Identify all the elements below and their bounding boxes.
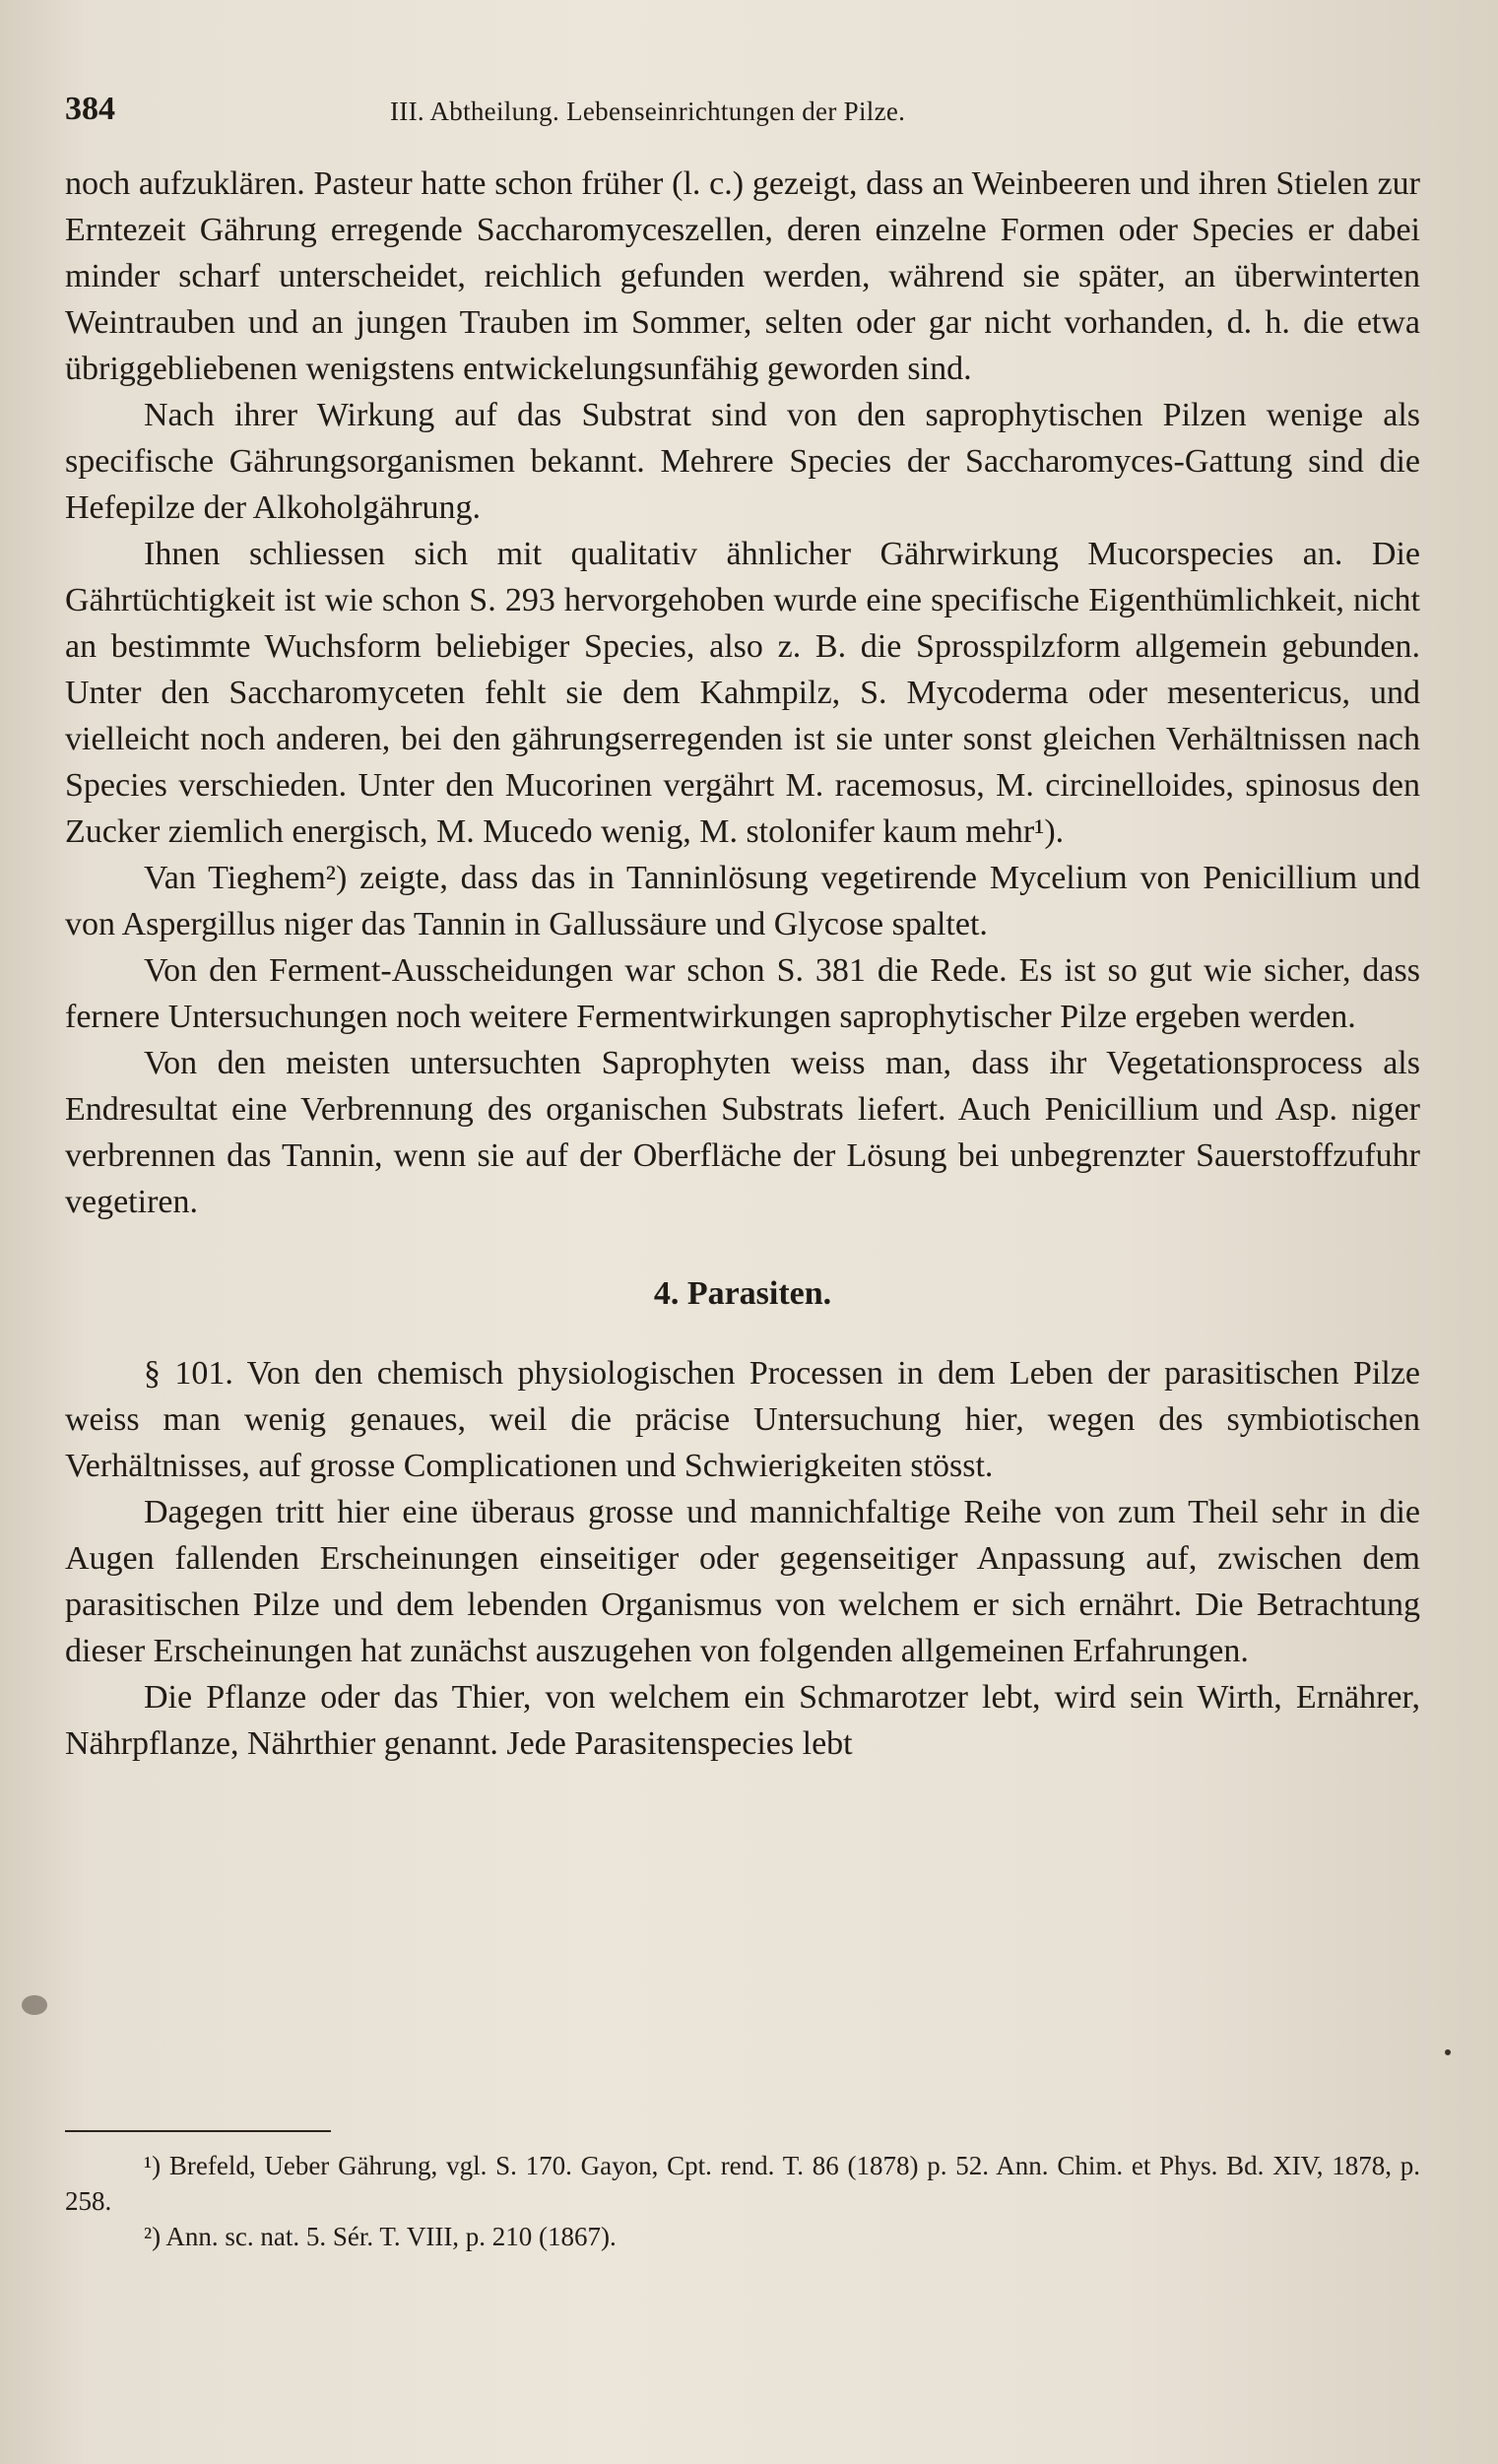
footnote: ¹) Brefeld, Ueber Gährung, vgl. S. 170. Gayon, Cpt. rend. T. 86 (1878) p. 52. Ann. Chim. et Phys. Bd. XIV, 1878, p. 258.: [65, 2151, 1420, 2216]
paragraph: Van Tieghem²) zeigte, dass das in Tanninlösung vegetirende Mycelium von Penicillium und von Aspergillus niger das Tannin in Gallussäure und Glycose spaltet.: [65, 860, 1420, 942]
paragraph: Von den Ferment-Ausscheidungen war schon S. 381 die Rede. Es ist so gut wie sicher, dass fernere Untersuchungen noch weitere Fermentwirkungen saprophytischer Pilze ergeben werden.: [65, 952, 1420, 1035]
paragraph: noch aufzuklären. Pasteur hatte schon früher (l. c.) gezeigt, dass an Weinbeeren und ihren Stielen zur Erntezeit Gährung erregende Saccharomyceszellen, deren einzelne Formen oder Species er dabei minder scharf unterscheidet, reichlich gefunden werden, während sie später, an überwinterten Weintrauben und an jungen Trauben im Sommer, selten oder gar nicht vorhanden, d. h. die etwa übriggebliebenen wenigstens entwickelungsunfähig geworden sind.: [65, 165, 1420, 387]
ink-stain: [22, 1995, 47, 2015]
section-heading: 4. Parasiten.: [653, 1275, 832, 1312]
footnote-rule: [65, 2130, 331, 2132]
footnotes: [65, 2148, 1420, 2254]
page-header: [65, 91, 1419, 140]
paragraph: Die Pflanze oder das Thier, von welchem ein Schmarotzer lebt, wird sein Wirth, Ernährer, Nährpflanze, Nährthier genannt. Jede Parasitenspecies lebt: [65, 1679, 1420, 1762]
page-number: 384: [65, 91, 115, 127]
paragraph: Ihnen schliessen sich mit qualitativ ähnlicher Gährwirkung Mucorspecies an. Die Gährtüchtigkeit ist wie schon S. 293 hervorgehoben wurde eine specifische Eigenthümlichkeit, nicht an bestimmte Wuchsform beliebiger Species, also z. B. die Sprosspilzform allgemein gebunden. Unter den Saccharomyceten fehlt sie dem Kahmpilz, S. Mycoderma oder mesentericus, und vielleicht noch anderen, bei den gährungserregenden ist sie unter sonst gleichen Verhältnissen nach Species verschieden. Unter den Mucorinen vergährt M. racemosus, M. circinelloides, spinosus den Zucker ziemlich energisch, M. Mucedo wenig, M. stolonifer kaum mehr¹).: [65, 536, 1420, 850]
body-text: [65, 161, 1420, 1767]
paragraph: Von den meisten untersuchten Saprophyten weiss man, dass ihr Vegetationsprocess als Endresultat eine Verbrennung des organischen Substrats liefert. Auch Penicillium und Asp. niger verbrennen das Tannin, wenn sie auf der Oberfläche der Lösung bei unbegrenzter Sauerstoffzufuhr vegetiren.: [65, 1045, 1420, 1220]
ink-speck: [1445, 2049, 1451, 2055]
paragraph: § 101. Von den chemisch physiologischen Processen in dem Leben der parasitischen Pilze weiss man wenig genaues, weil die präcise Untersuchung hier, wegen des symbiotischen Verhältnisses, auf grosse Complicationen und Schwierigkeiten stösst.: [65, 1355, 1420, 1484]
footnote: ²) Ann. sc. nat. 5. Sér. T. VIII, p. 210 (1867).: [144, 2222, 617, 2251]
running-title: III. Abtheilung. Lebenseinrichtungen der Pilze.: [390, 97, 906, 126]
paragraph: Dagegen tritt hier eine überaus grosse und mannichfaltige Reihe von zum Theil sehr in die Augen fallenden Erscheinungen einseitiger oder gegenseitiger Anpassung auf, zwischen dem parasitischen Pilze und dem lebenden Organismus von welchem er sich ernährt. Die Betrachtung dieser Erscheinungen hat zunächst auszugehen von folgenden allgemeinen Erfahrungen.: [65, 1494, 1420, 1669]
paragraph: Nach ihrer Wirkung auf das Substrat sind von den saprophytischen Pilzen wenige als specifische Gährungsorganismen bekannt. Mehrere Species der Saccharomyces-Gattung sind die Hefepilze der Alkoholgährung.: [65, 397, 1420, 526]
